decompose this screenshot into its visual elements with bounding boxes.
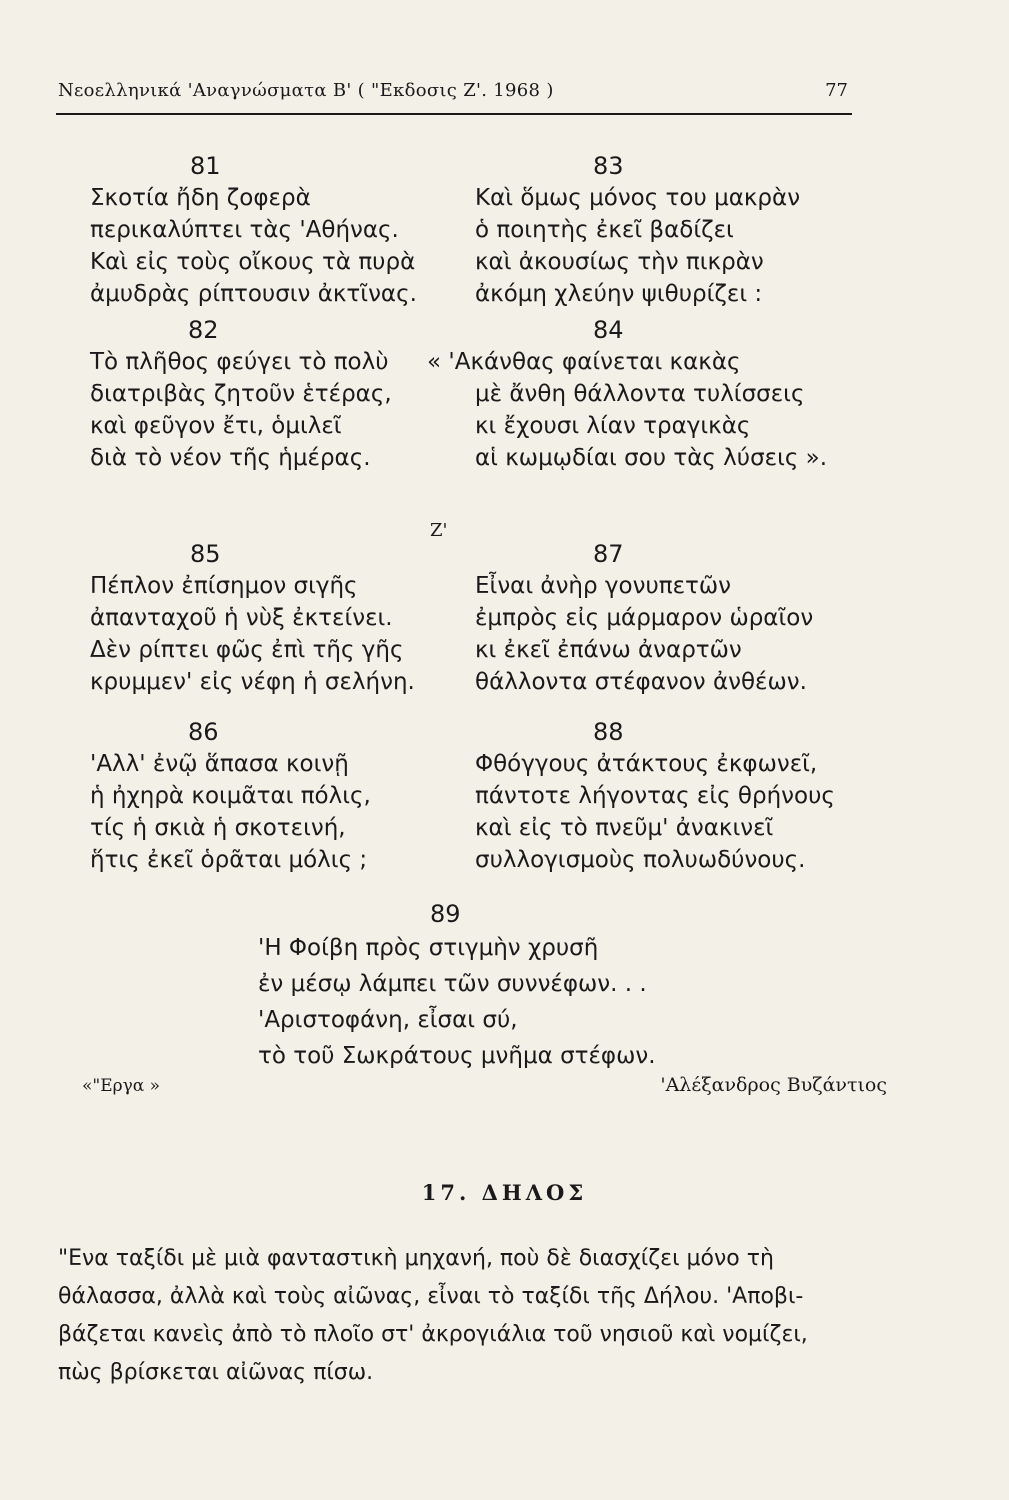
author-name: 'Αλέξανδρος Βυζάντιος — [660, 1074, 887, 1096]
verse-line: 'Αλλ' ἐνῷ ἅπασα κοινῇ — [90, 751, 349, 777]
verse-line: ἡ ἠχηρὰ κοιμᾶται πόλις, — [90, 783, 371, 809]
verse-line: ἀμυδρὰς ρίπτουσιν ἀκτῖνας. — [90, 281, 417, 307]
stanza-88 — [475, 716, 855, 876]
verse-line: « 'Ακάνθας φαίνεται κακὰς — [427, 349, 741, 375]
prose-line: πὼς βρίσκεται αἰῶνας πίσω. — [58, 1360, 374, 1385]
verse-line: Εἶναι ἀνὴρ γονυπετῶν — [475, 573, 731, 599]
verse-line: 'Αριστοφάνη, εἶσαι σύ, — [258, 1007, 518, 1033]
stanza-number: 83 — [593, 152, 624, 180]
verse-line: Καὶ ὅμως μόνος του μακρὰν — [475, 185, 801, 211]
stanza-82 — [90, 314, 470, 474]
verse-line: ἐμπρὸς εἰς μάρμαρον ὡραῖον — [475, 605, 814, 631]
page-number: 77 — [825, 80, 848, 101]
verse-line: συλλογισμοὺς πολυωδύνους. — [475, 847, 806, 873]
verse-line: διὰ τὸ νέον τῆς ἡμέρας. — [90, 445, 371, 471]
verse-line: τὸ τοῦ Σωκράτους μνῆμα στέφων. — [258, 1043, 656, 1069]
stanza-number: 89 — [430, 900, 461, 928]
running-title: Νεοελληνικά 'Αναγνώσματα Β' ( "Εκδοσις Ζ'. 1968 ) — [58, 80, 554, 101]
stanza-number: 88 — [593, 718, 624, 746]
chapter-title: 17. ΔΗΛΟΣ — [421, 1180, 588, 1205]
verse-line: Δὲν ρίπτει φῶς ἐπὶ τῆς γῆς — [90, 637, 404, 663]
prose-line: θάλασσα, ἀλλὰ καὶ τοὺς αἰῶνας, εἶναι τὸ ταξίδι τῆς Δήλου. 'Αποβι- — [58, 1284, 804, 1309]
verse-line: καὶ ἀκουσίως τὴν πικρὰν — [475, 249, 764, 275]
verse-line: καὶ φεῦγον ἔτι, ὁμιλεῖ — [90, 413, 342, 439]
verse-line: ἐν μέσῳ λάμπει τῶν συννέφων. . . — [258, 971, 647, 997]
stanza-81 — [90, 150, 470, 310]
verse-line: ἀκόμη χλεύην ψιθυρίζει : — [475, 281, 763, 307]
stanza-85 — [90, 538, 470, 698]
section-mark: Ζ' — [430, 520, 448, 541]
verse-line: κι ἐκεῖ ἐπάνω ἀναρτῶν — [475, 637, 742, 663]
verse-line: ἥτις ἐκεῖ ὁρᾶται μόλις ; — [90, 847, 368, 873]
verse-line: θάλλοντα στέφανον ἀνθέων. — [475, 669, 807, 695]
stanza-84 — [427, 314, 828, 474]
verse-line: καὶ εἰς τὸ πνεῦμ' ἀνακινεῖ — [475, 815, 774, 841]
verse-line: διατριβὰς ζητοῦν ἑτέρας, — [90, 381, 392, 407]
verse-line: Πέπλον ἐπίσημον σιγῆς — [90, 573, 358, 599]
stanza-number: 85 — [190, 540, 221, 568]
verse-line: περικαλύπτει τὰς 'Αθήνας. — [90, 217, 399, 243]
verse-line: ἀπανταχοῦ ἡ νὺξ ἐκτείνει. — [90, 605, 393, 631]
header-rule — [56, 113, 852, 115]
prose-line: βάζεται κανεὶς ἀπὸ τὸ πλοῖο στ' ἀκρογιάλια τοῦ νησιοῦ καὶ νομίζει, — [58, 1322, 808, 1347]
source-citation: «"Εργα » — [82, 1076, 161, 1096]
stanza-86 — [90, 716, 470, 876]
verse-line: μὲ ἄνθη θάλλοντα τυλίσσεις — [475, 381, 805, 407]
stanza-83 — [475, 150, 855, 310]
stanza-87 — [475, 538, 855, 698]
verse-line: κρυμμεν' εἰς νέφη ἡ σελήνη. — [90, 669, 415, 695]
prose-paragraph — [58, 1240, 890, 1392]
verse-line: 'Η Φοίβη πρὸς στιγμὴν χρυσῆ — [258, 935, 599, 961]
verse-line: τίς ἡ σκιὰ ἡ σκοτεινή, — [90, 815, 346, 841]
prose-line: "Ενα ταξίδι μὲ μιὰ φανταστικὴ μηχανή, ποὺ δὲ διασχίζει μόνο τὴ — [58, 1246, 774, 1271]
stanza-number: 82 — [188, 316, 219, 344]
verse-line: Φθόγγους ἀτάκτους ἐκφωνεῖ, — [475, 751, 818, 777]
stanza-number: 86 — [188, 718, 219, 746]
verse-line: Καὶ εἰς τοὺς οἴκους τὰ πυρὰ — [90, 249, 416, 275]
verse-line: αἱ κωμῳδίαι σου τὰς λύσεις ». — [475, 445, 828, 471]
verse-line: Τὸ πλῆθος φεύγει τὸ πολὺ — [90, 349, 389, 375]
verse-line: πάντοτε λήγοντας εἰς θρήνους — [475, 783, 835, 809]
stanza-number: 84 — [593, 316, 624, 344]
page-header — [58, 80, 848, 108]
stanza-number: 87 — [593, 540, 624, 568]
verse-line: Σκοτία ἤδη ζοφερὰ — [90, 185, 311, 211]
verse-line: κι ἔχουσι λίαν τραγικὰς — [475, 413, 751, 439]
verse-line: ὁ ποιητὴς ἐκεῖ βαδίζει — [475, 217, 734, 243]
stanza-number: 81 — [190, 152, 221, 180]
